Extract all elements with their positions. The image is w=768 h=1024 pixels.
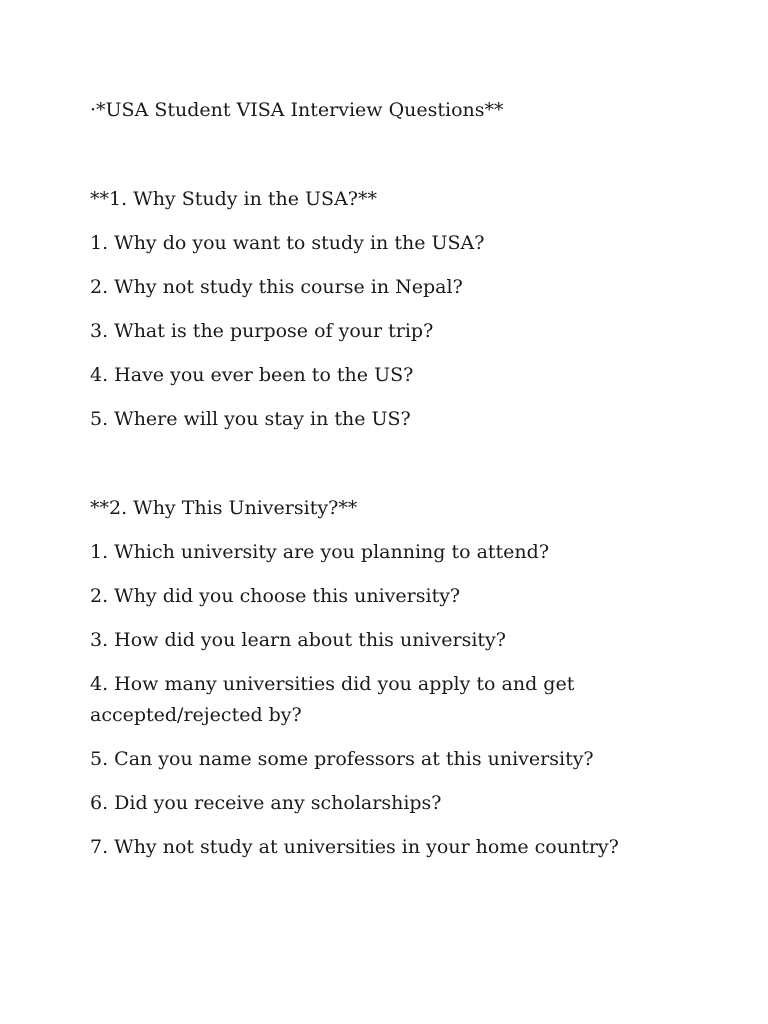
question-item: 3. What is the purpose of your trip? (90, 320, 434, 342)
question-item: 5. Can you name some professors at this university? (90, 748, 594, 770)
question-item: 1. Which university are you planning to attend? (90, 541, 550, 563)
question-item: 7. Why not study at universities in your home country? (90, 836, 619, 858)
question-item: 4. How many universities did you apply to and get accepted/rejected by? (90, 673, 575, 726)
document-body (90, 95, 690, 876)
question-item: 5. Where will you stay in the US? (90, 408, 411, 430)
section-heading: **1. Why Study in the USA?** (90, 188, 377, 210)
question-item: 4. Have you ever been to the US? (90, 364, 414, 386)
question-item: 1. Why do you want to study in the USA? (90, 232, 485, 254)
question-item: 2. Why not study this course in Nepal? (90, 276, 463, 298)
question-item: 3. How did you learn about this university? (90, 629, 506, 651)
section-heading: **2. Why This University?** (90, 497, 358, 519)
question-item: 6. Did you receive any scholarships? (90, 792, 442, 814)
document-title: ·*USA Student VISA Interview Questions** (90, 99, 504, 121)
question-item: 2. Why did you choose this university? (90, 585, 461, 607)
